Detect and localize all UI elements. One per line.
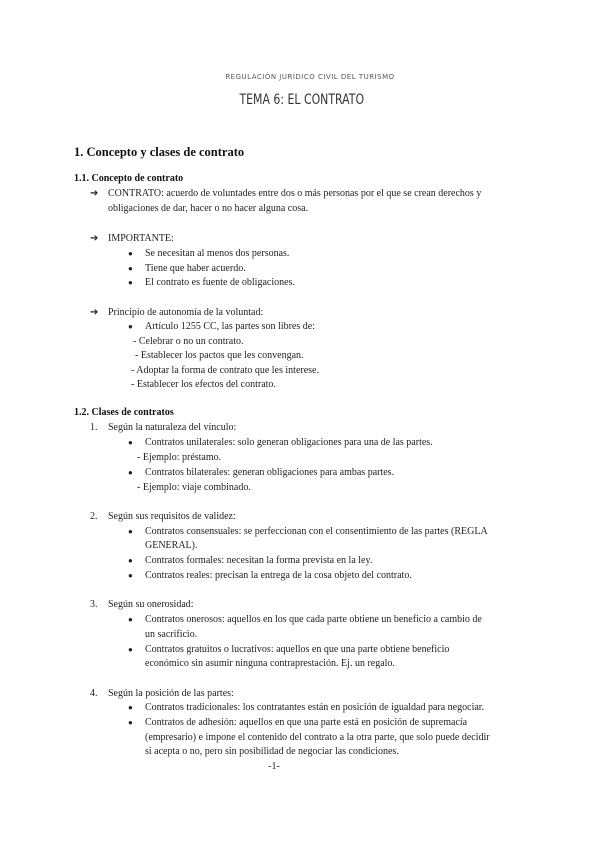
importante-label: IMPORTANTE: [108, 233, 174, 244]
importante-item: Tiene que haber acuerdo. [145, 263, 246, 274]
page-number: -1- [268, 761, 280, 772]
group-1-item: Contratos bilaterales: generan obligaciones para ambas partes. [145, 467, 395, 478]
subject-header: REGULACIÓN JURÍDICO CIVIL DEL TURISMO [225, 73, 395, 81]
arrow-bullet-icon: ➔ [90, 188, 99, 199]
group-2-item: Contratos formales: necesitan la forma prevista en la ley. [145, 555, 373, 566]
section-heading-1: 1. Concepto y clases de contrato [74, 145, 245, 159]
autonomia-label: Principio de autonomía de la voluntad: [108, 307, 264, 318]
list-number: 3. [90, 599, 98, 610]
group-3-item-cont: un sacrificio. [145, 629, 198, 640]
group-2-label: Según sus requisitos de validez: [108, 511, 236, 522]
bullet-icon: ● [128, 438, 133, 447]
importante-item: Se necesitan al menos dos personas. [145, 248, 290, 259]
group-4-item: Contratos tradicionales: los contratantes están en posición de igualdad para negociar. [145, 702, 485, 713]
bullet-icon: ● [128, 645, 133, 654]
group-1-label: Según la naturaleza del vínculo: [108, 422, 237, 433]
group-3-item: Contratos gratuitos o lucrativos: aquellos en que una parte obtiene beneficio [145, 644, 450, 655]
bullet-icon: ● [128, 571, 133, 580]
articulo-1255: Artículo 1255 CC, las partes son libres de: [145, 321, 315, 332]
subsection-heading-1-1: 1.1. Concepto de contrato [74, 173, 184, 184]
group-3-item: Contratos onerosos: aquellos en los que cada parte obtiene un beneficio a cambio de [145, 614, 482, 625]
bullet-icon: ● [128, 718, 133, 727]
importante-item: El contrato es fuente de obligaciones. [145, 277, 295, 288]
group-2-item: Contratos consensuales: se perfeccionan con el consentimiento de las partes (REGLA [145, 526, 488, 537]
group-2-item: Contratos reales: precisan la entrega de la cosa objeto del contrato. [145, 570, 412, 581]
list-number: 4. [90, 688, 98, 699]
group-3-label: Según su onerosidad: [108, 599, 194, 610]
arrow-bullet-icon: ➔ [90, 307, 99, 318]
bullet-icon: ● [128, 249, 133, 258]
bullet-icon: ● [128, 527, 133, 536]
bullet-icon: ● [128, 264, 133, 273]
bullet-icon: ● [128, 468, 133, 477]
bullet-icon: ● [128, 322, 133, 331]
contrato-definition-line-2: obligaciones de dar, hacer o no hacer alguna cosa. [108, 203, 309, 214]
bullet-icon: ● [128, 615, 133, 624]
group-1-example: - Ejemplo: préstamo. [137, 452, 222, 463]
contrato-definition-line-1: CONTRATO: acuerdo de voluntades entre dos o más personas por el que se crean derechos y [108, 188, 482, 199]
arrow-bullet-icon: ➔ [90, 233, 99, 244]
libertad-item: - Establecer los efectos del contrato. [131, 379, 276, 390]
list-number: 1. [90, 422, 98, 433]
bullet-icon: ● [128, 703, 133, 712]
bullet-icon: ● [128, 556, 133, 565]
group-2-item-cont: GENERAL). [145, 540, 198, 551]
group-4-item-cont: si acepta o no, pero sin posibilidad de negociar las condiciones. [145, 746, 399, 757]
libertad-item: - Adoptar la forma de contrato que les interese. [131, 365, 319, 376]
libertad-item: - Celebrar o no un contrato. [133, 336, 244, 347]
group-1-item: Contratos unilaterales: solo generan obligaciones para una de las partes. [145, 437, 433, 448]
group-4-item-cont: (empresario) e impone el contenido del contrato a la otra parte, que solo puede decidir [145, 732, 490, 743]
libertad-item: - Establecer los pactos que les convengan. [135, 350, 304, 361]
group-1-example: - Ejemplo: viaje combinado. [137, 482, 251, 493]
group-4-label: Según la posición de las partes: [108, 688, 234, 699]
subsection-heading-1-2: 1.2. Clases de contratos [74, 407, 174, 418]
list-number: 2. [90, 511, 98, 522]
page-title: TEMA 6: EL CONTRATO [239, 92, 365, 108]
group-4-item: Contratos de adhesión: aquellos en que una parte está en posición de supremacía [145, 717, 468, 728]
bullet-icon: ● [128, 278, 133, 287]
group-3-item-cont: económico sin asumir ninguna contraprestación. Ej. un regalo. [145, 658, 395, 669]
